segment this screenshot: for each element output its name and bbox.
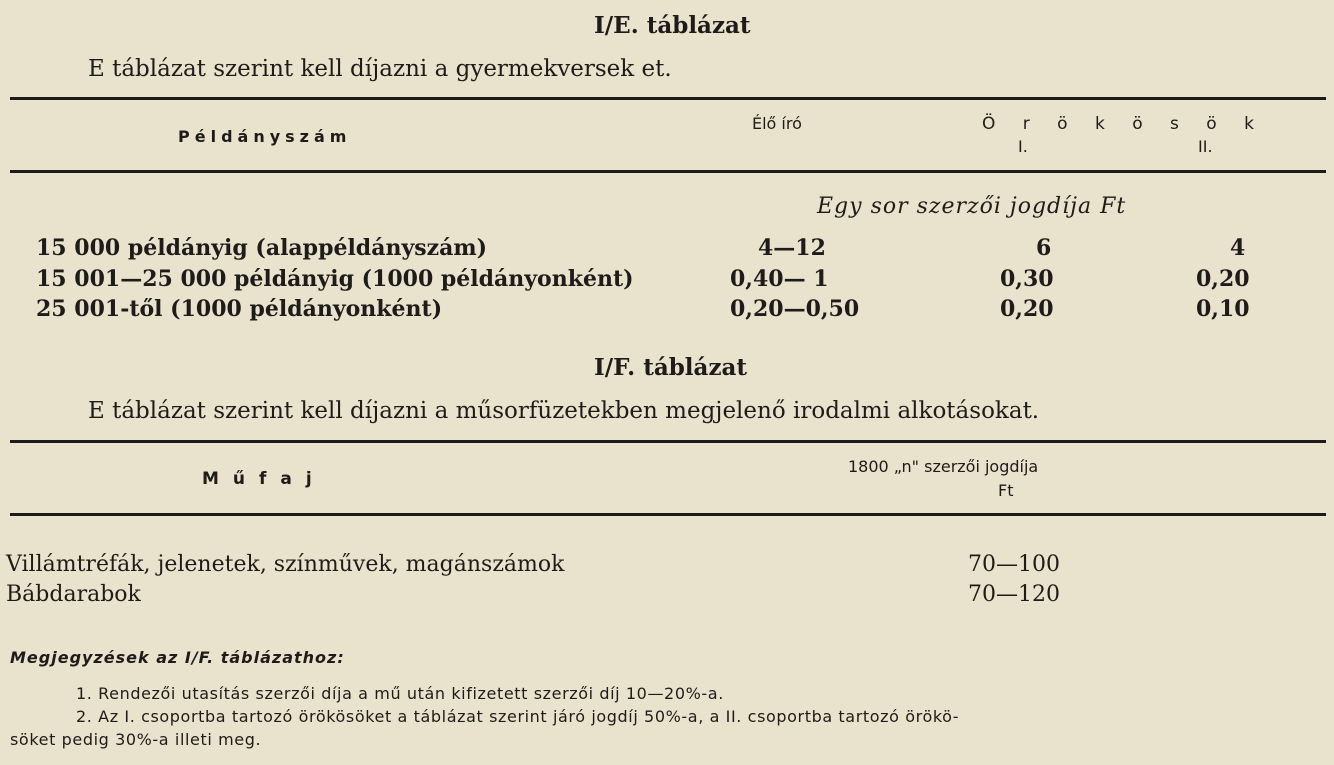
- table-f-intro: E táblázat szerint kell díjazni a műsorfüzetekben megjelenő irodalmi alkotásokat.: [88, 398, 1040, 424]
- table-f-row-value: 70—120: [968, 582, 1060, 607]
- table-f-row-value: 70—100: [968, 552, 1060, 577]
- table-e-row-label: 15 001—25 000 példányig (1000 példányonként): [36, 266, 634, 292]
- note-item: 1. Rendezői utasítás szerzői díja a mű után kifizetett szerzői díj 10—20%-a.: [76, 684, 724, 703]
- notes-title: Megjegyzések az I/F. táblázathoz:: [10, 648, 345, 667]
- table-e-row-group-i: 6: [1036, 235, 1052, 261]
- table-e-row-elo-iro: 0,40— 1: [730, 266, 829, 292]
- table-f-title: I/F. táblázat: [594, 354, 748, 381]
- table-e-row-group-ii: 0,10: [1196, 296, 1250, 322]
- table-e-row-group-i: 0,20: [1000, 296, 1054, 322]
- table-f-header-rule: [10, 513, 1326, 516]
- table-f-header-ft: Ft: [998, 481, 1014, 500]
- table-e-row-group-ii: 0,20: [1196, 266, 1250, 292]
- table-f-row-label: Villámtréfák, jelenetek, színművek, magánszámok: [6, 552, 565, 577]
- table-e-header-group-i: I.: [1018, 137, 1028, 156]
- table-f-header-mufaj: Műfaj: [202, 469, 326, 489]
- table-f-header-jogdij: 1800 „n" szerzői jogdíja: [848, 457, 1039, 476]
- table-e-row-group-ii: 4: [1230, 235, 1246, 261]
- table-e-row-elo-iro: 4—12: [758, 235, 826, 261]
- table-e-row-label: 25 001-től (1000 példányonként): [36, 296, 443, 322]
- table-e-row-label: 15 000 példányig (alappéldányszám): [36, 235, 488, 261]
- table-e-header-peldanyszam: Példányszám: [178, 127, 352, 146]
- table-e-row-group-i: 0,30: [1000, 266, 1054, 292]
- table-e-subheader: Egy sor szerzői jogdíja Ft: [817, 194, 1127, 219]
- table-e-header-rule: [10, 170, 1326, 173]
- table-e-header-orokosok: Ö r ö k ö s ö k: [982, 114, 1265, 134]
- note-item: 2. Az I. csoportba tartozó örökösöket a táblázat szerint járó jogdíj 50%-a, a II. csoportba tartozó örökö-: [76, 707, 960, 726]
- table-f-top-rule: [10, 440, 1326, 443]
- note-item: söket pedig 30%-a illeti meg.: [10, 730, 262, 749]
- table-e-header-group-ii: II.: [1198, 137, 1213, 156]
- table-e-header-elo-iro: Élő író: [752, 114, 802, 133]
- table-e-title: I/E. táblázat: [594, 12, 751, 39]
- table-e-top-rule: [10, 97, 1326, 100]
- table-f-row-label: Bábdarabok: [6, 582, 141, 607]
- table-e-intro: E táblázat szerint kell díjazni a gyermekversek et.: [88, 56, 672, 82]
- table-e-row-elo-iro: 0,20—0,50: [730, 296, 860, 322]
